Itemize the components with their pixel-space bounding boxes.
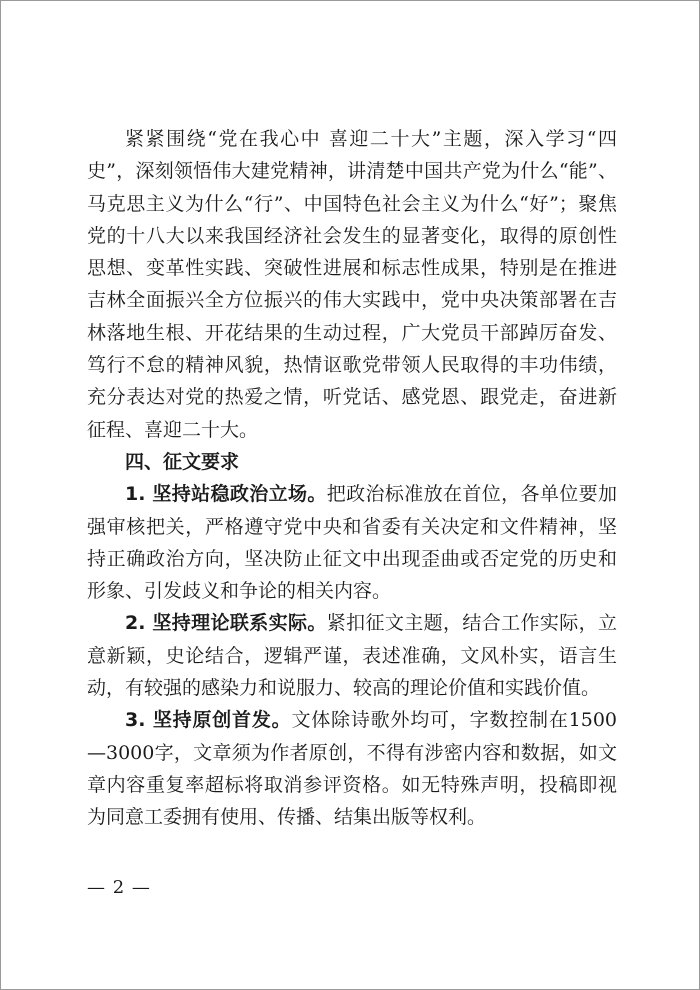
requirement-body: 把政治标准放在首位，各单位要加强审核把关，严格遵守党中央和省委有关决定和文件精神，坚持正确政治方向，坚决防止征文中出现歪曲或否定党的历史和形象、引发歧义和争论的相关内容。: [87, 483, 617, 603]
requirement-item: [87, 478, 617, 607]
requirement-lead: 3. 坚持原创首发。: [125, 709, 292, 732]
requirement-lead: 1. 坚持站稳政治立场。: [125, 483, 327, 506]
section-heading: 四、征文要求: [125, 450, 240, 473]
intro-paragraph: 紧紧围绕“党在我心中 喜迎二十大”主题，深入学习“四史”，深刻领悟伟大建党精神，讲清楚中国共产党为什么“能”、马克思主义为什么“行”、中国特色社会主义为什么“好”；聚焦党的十八大以来我国经济社会发生的显著变化，取得的原创性思想、变革性实践、突破性进展和标志性成果，特别是在推进吉林全面振兴全方位振兴的伟大实践中，党中央决策部署在吉林落地生根、开花结果的生动过程，广大党员干部踔厉奋发、笃行不怠的精神风貌，热情讴歌党带领人民取得的丰功伟绩，充分表达对党的热爱之情，听党话、感党恩、跟党走，奋进新征程、喜迎二十大。: [87, 128, 617, 441]
requirement-lead: 2. 坚持理论联系实际。: [125, 612, 327, 635]
page-number: — 2 —: [87, 877, 151, 898]
requirement-item: [87, 704, 617, 833]
document-body: [87, 123, 617, 834]
requirement-item: [87, 607, 617, 704]
requirement-body: 紧扣征文主题，结合工作实际，立意新颖，史论结合，逻辑严谨，表述准确，文风朴实，语言生动，有较强的感染力和说服力、较高的理论价值和实践价值。: [87, 612, 617, 700]
requirement-body: 文体除诗歌外均可，字数控制在1500—3000字，文章须为作者原创，不得有涉密内容和数据，如文章内容重复率超标将取消参评资格。如无特殊声明，投稿即视为同意工委拥有使用、传播、结集出版等权利。: [87, 709, 617, 829]
